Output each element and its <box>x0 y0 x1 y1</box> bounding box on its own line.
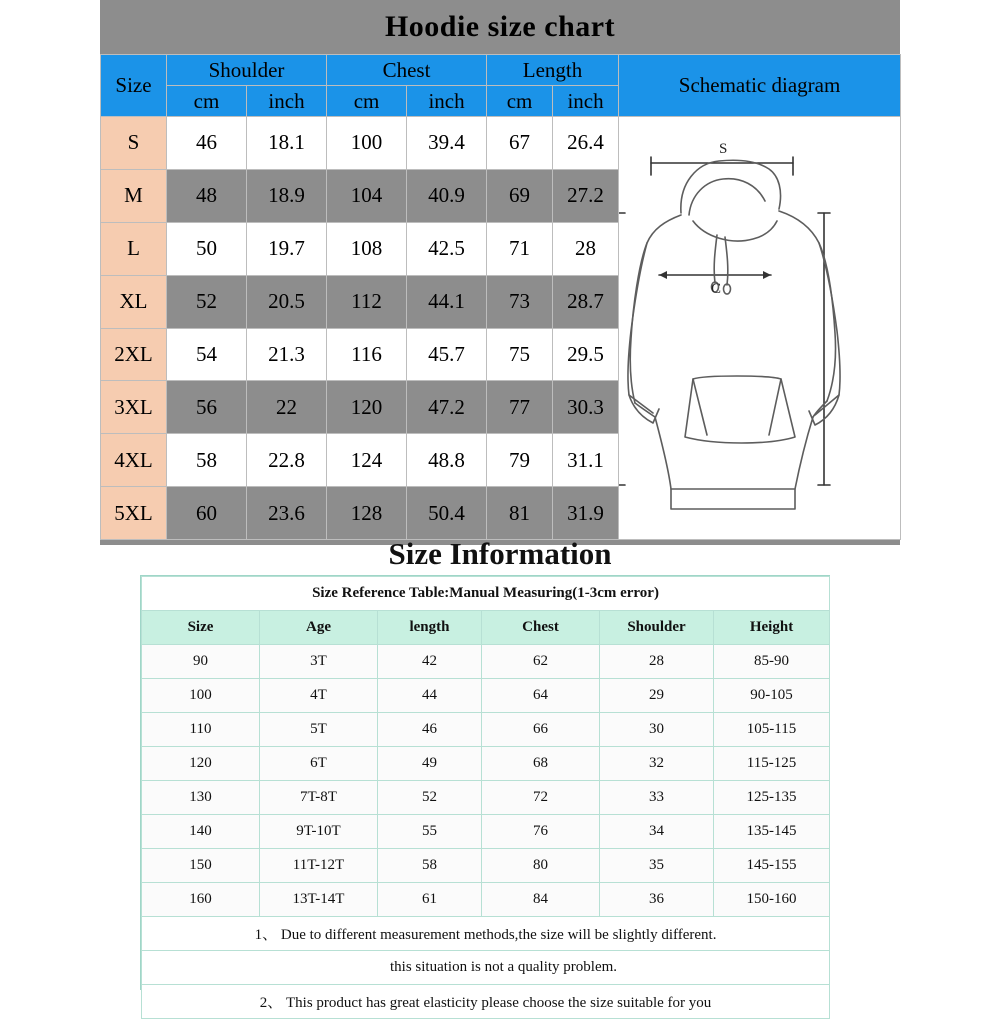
cell-shoulder-cm: 52 <box>167 275 247 328</box>
cell-length-inch: 27.2 <box>553 169 619 222</box>
table-row <box>142 645 830 679</box>
cell-size: 90 <box>142 645 260 679</box>
cell-size: 110 <box>142 713 260 747</box>
cell-shoulder: 28 <box>600 645 714 679</box>
cell-shoulder-cm: 50 <box>167 222 247 275</box>
cell-length-inch: 29.5 <box>553 328 619 381</box>
cell-shoulder-inch: 22 <box>247 381 327 434</box>
cell-chest-cm: 112 <box>327 275 407 328</box>
cell-chest: 62 <box>482 645 600 679</box>
col-header-length: Length <box>487 55 619 86</box>
table-row <box>142 815 830 849</box>
subheader-shoulder-inch: inch <box>247 86 327 117</box>
cell-shoulder: 30 <box>600 713 714 747</box>
col-header-shoulder: Shoulder <box>167 55 327 86</box>
cell-shoulder-cm: 58 <box>167 434 247 487</box>
table-row <box>142 747 830 781</box>
cell-shoulder-cm: 60 <box>167 487 247 540</box>
cell-chest-inch: 48.8 <box>407 434 487 487</box>
ref-header-height: Height <box>714 611 830 645</box>
cell-size: L <box>101 222 167 275</box>
cell-length-cm: 67 <box>487 117 553 170</box>
cell-size: M <box>101 169 167 222</box>
cell-length-cm: 75 <box>487 328 553 381</box>
cell-length-cm: 77 <box>487 381 553 434</box>
hoodie-size-table <box>100 54 901 540</box>
label-shoulder: S <box>719 141 728 157</box>
cell-length-inch: 31.1 <box>553 434 619 487</box>
cell-chest-cm: 104 <box>327 169 407 222</box>
reference-caption: Size Reference Table:Manual Measuring(1-3cm error) <box>142 577 830 611</box>
cell-chest: 64 <box>482 679 600 713</box>
hoodie-svg <box>619 117 901 533</box>
cell-shoulder-cm: 48 <box>167 169 247 222</box>
cell-length-inch: 30.3 <box>553 381 619 434</box>
cell-age: 5T <box>260 713 378 747</box>
cell-length-inch: 28.7 <box>553 275 619 328</box>
cell-chest-inch: 44.1 <box>407 275 487 328</box>
cell-age: 11T-12T <box>260 849 378 883</box>
cell-shoulder-inch: 18.1 <box>247 117 327 170</box>
cell-length: 44 <box>378 679 482 713</box>
col-header-chest: Chest <box>327 55 487 86</box>
cell-shoulder-cm: 46 <box>167 117 247 170</box>
col-header-size: Size <box>101 55 167 117</box>
cell-length: 46 <box>378 713 482 747</box>
col-header-schematic: Schematic diagram <box>619 55 901 117</box>
cell-shoulder-cm: 54 <box>167 328 247 381</box>
cell-size: 2XL <box>101 328 167 381</box>
cell-chest: 68 <box>482 747 600 781</box>
schematic-diagram-cell <box>619 117 901 540</box>
cell-height: 90-105 <box>714 679 830 713</box>
cell-shoulder: 32 <box>600 747 714 781</box>
ref-header-age: Age <box>260 611 378 645</box>
cell-chest-inch: 39.4 <box>407 117 487 170</box>
cell-age: 7T-8T <box>260 781 378 815</box>
cell-chest: 66 <box>482 713 600 747</box>
ref-header-size: Size <box>142 611 260 645</box>
cell-chest-cm: 120 <box>327 381 407 434</box>
cell-height: 125-135 <box>714 781 830 815</box>
cell-size: 3XL <box>101 381 167 434</box>
note-row <box>142 917 830 951</box>
table-row <box>142 883 830 917</box>
cell-shoulder-cm: 56 <box>167 381 247 434</box>
cell-length: 42 <box>378 645 482 679</box>
cell-size: S <box>101 117 167 170</box>
cell-shoulder-inch: 18.9 <box>247 169 327 222</box>
cell-shoulder-inch: 23.6 <box>247 487 327 540</box>
table-row <box>142 679 830 713</box>
cell-chest-inch: 50.4 <box>407 487 487 540</box>
cell-shoulder: 35 <box>600 849 714 883</box>
size-information-title: Size Information <box>388 536 612 571</box>
reference-header-row <box>142 611 830 645</box>
cell-length: 49 <box>378 747 482 781</box>
cell-height: 115-125 <box>714 747 830 781</box>
chart-title: Hoodie size chart <box>384 10 616 43</box>
label-chest: C <box>711 281 722 297</box>
cell-height: 145-155 <box>714 849 830 883</box>
cell-size: 5XL <box>101 487 167 540</box>
cell-shoulder-inch: 22.8 <box>247 434 327 487</box>
cell-length-cm: 79 <box>487 434 553 487</box>
cell-length: 61 <box>378 883 482 917</box>
size-reference-table <box>141 576 830 1019</box>
cell-length-cm: 71 <box>487 222 553 275</box>
subheader-length-inch: inch <box>553 86 619 117</box>
cell-size: 120 <box>142 747 260 781</box>
table-row <box>101 117 901 170</box>
cell-chest: 80 <box>482 849 600 883</box>
cell-shoulder: 33 <box>600 781 714 815</box>
cell-chest-cm: 116 <box>327 328 407 381</box>
cell-height: 85-90 <box>714 645 830 679</box>
note-row <box>142 985 830 1019</box>
cell-chest: 76 <box>482 815 600 849</box>
size-reference-block <box>140 575 830 1011</box>
note-line-3: 2、 This product has great elasticity please choose the size suitable for you <box>142 985 830 1019</box>
subheader-shoulder-cm: cm <box>167 86 247 117</box>
subheader-chest-inch: inch <box>407 86 487 117</box>
cell-size: 100 <box>142 679 260 713</box>
cell-age: 4T <box>260 679 378 713</box>
cell-size: 150 <box>142 849 260 883</box>
cell-shoulder: 36 <box>600 883 714 917</box>
ref-header-shoulder: Shoulder <box>600 611 714 645</box>
cell-age: 6T <box>260 747 378 781</box>
cell-shoulder-inch: 20.5 <box>247 275 327 328</box>
cell-chest: 72 <box>482 781 600 815</box>
ref-header-chest: Chest <box>482 611 600 645</box>
table-row <box>142 713 830 747</box>
cell-length: 58 <box>378 849 482 883</box>
cell-shoulder: 34 <box>600 815 714 849</box>
cell-height: 105-115 <box>714 713 830 747</box>
cell-chest-cm: 128 <box>327 487 407 540</box>
cell-chest-inch: 47.2 <box>407 381 487 434</box>
cell-shoulder-inch: 21.3 <box>247 328 327 381</box>
cell-chest-cm: 108 <box>327 222 407 275</box>
table-row <box>142 849 830 883</box>
hoodie-illustration <box>619 117 900 539</box>
ref-header-length: length <box>378 611 482 645</box>
cell-size: 160 <box>142 883 260 917</box>
cell-age: 3T <box>260 645 378 679</box>
cell-chest-inch: 42.5 <box>407 222 487 275</box>
cell-chest-inch: 45.7 <box>407 328 487 381</box>
cell-length-inch: 26.4 <box>553 117 619 170</box>
cell-length-cm: 81 <box>487 487 553 540</box>
cell-chest-inch: 40.9 <box>407 169 487 222</box>
cell-age: 9T-10T <box>260 815 378 849</box>
cell-shoulder-inch: 19.7 <box>247 222 327 275</box>
cell-length-cm: 69 <box>487 169 553 222</box>
cell-length-inch: 31.9 <box>553 487 619 540</box>
cell-shoulder: 29 <box>600 679 714 713</box>
cell-height: 135-145 <box>714 815 830 849</box>
table-row <box>142 781 830 815</box>
cell-size: XL <box>101 275 167 328</box>
note-line-2: this situation is not a quality problem. <box>142 951 830 985</box>
cell-length: 55 <box>378 815 482 849</box>
cell-height: 150-160 <box>714 883 830 917</box>
cell-size: 130 <box>142 781 260 815</box>
hoodie-size-chart-block <box>100 0 900 545</box>
cell-chest: 84 <box>482 883 600 917</box>
cell-age: 13T-14T <box>260 883 378 917</box>
cell-length-inch: 28 <box>553 222 619 275</box>
cell-chest-cm: 124 <box>327 434 407 487</box>
cell-size: 4XL <box>101 434 167 487</box>
note-line-1: 1、 Due to different measurement methods,the size will be slightly different. <box>142 917 830 951</box>
cell-length-cm: 73 <box>487 275 553 328</box>
cell-chest-cm: 100 <box>327 117 407 170</box>
cell-size: 140 <box>142 815 260 849</box>
cell-length: 52 <box>378 781 482 815</box>
subheader-chest-cm: cm <box>327 86 407 117</box>
note-row <box>142 951 830 985</box>
subheader-length-cm: cm <box>487 86 553 117</box>
